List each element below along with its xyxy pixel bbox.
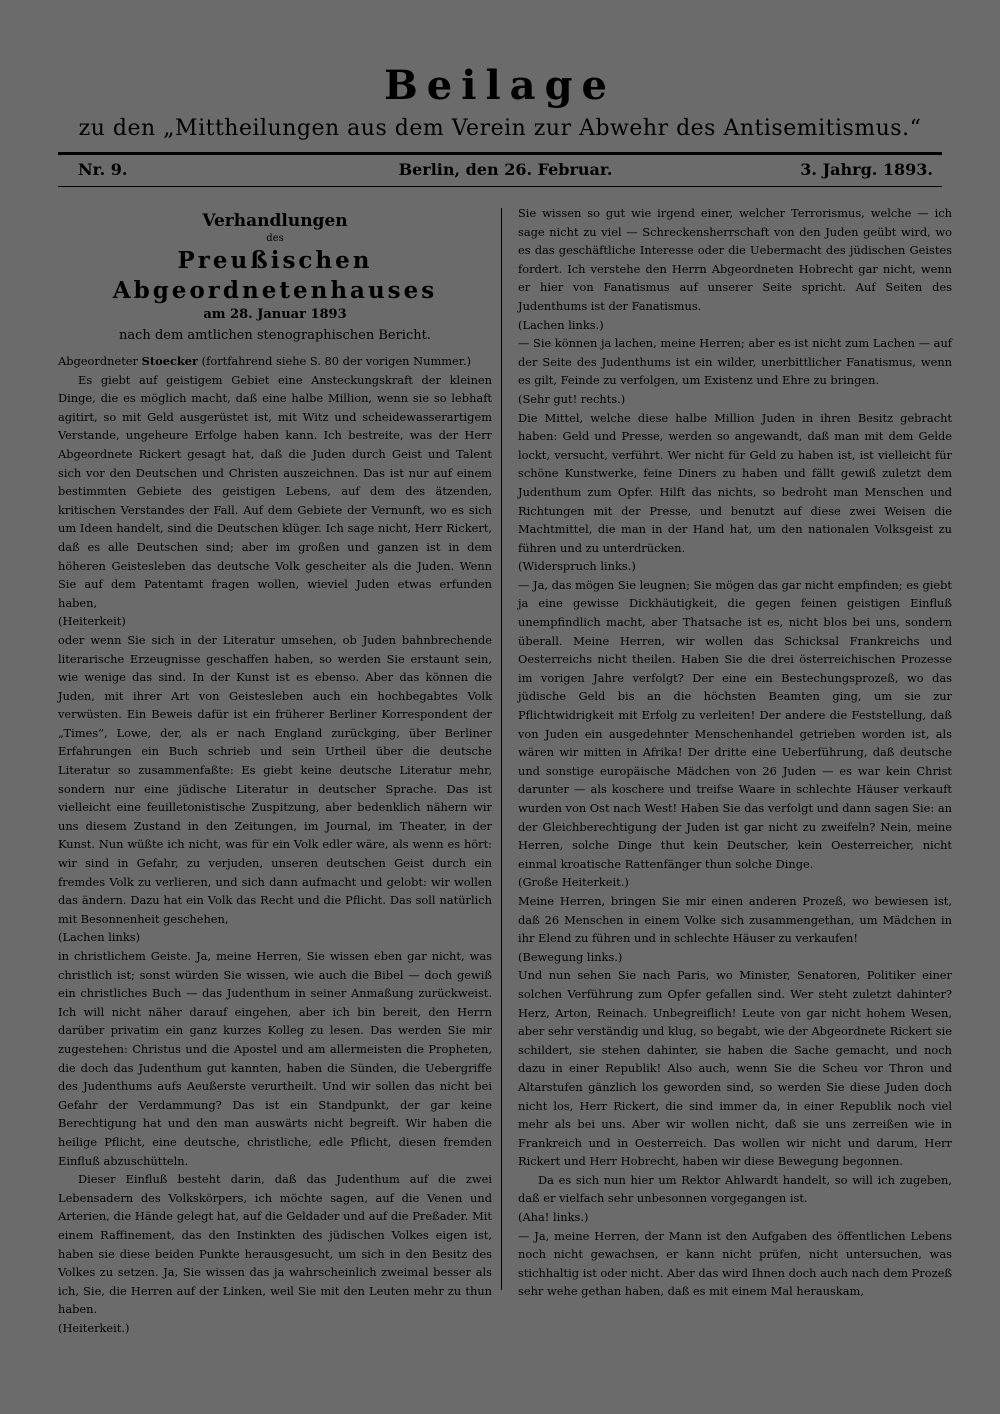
reaction-note: (Sehr gut! rechts.) <box>518 391 626 406</box>
paragraph: Und nun sehen Sie nach Paris, wo Minister, Senatoren, Politiker einer solchen Verführung zum Opfer gefallen sind. Wer steht zuletzt dahinter? Herz, Arton, Reinach. Unbegreiflich! Leute von gar nicht hohem Wesen, aber sehr verständig und klug, so begabt, wie der Abgeordnete Rickert sie schildert, sie stehen dahinter, sie haben die Sache gemacht, und noch dazu in einer Republik! Also auch, wenn Sie die Scheu vor Thron und Altarstufen gänzlich los geworden sind, so werden Sie diese Juden doch nicht los, Herr Rickert, die sind immer da, in einer Republik noch viel mehr als bei uns. Aber wir wollen nicht, daß sie uns zerreißen wie in Frankreich und in Oesterreich. Das wollen wir nicht und darum, Herr Rickert und Herr Hobrecht, haben wir diese Bewegung begonnen. <box>518 968 952 1169</box>
speaker-line <box>58 352 492 371</box>
article-source: nach dem amtlichen stenographischen Bericht. <box>119 328 431 343</box>
reaction-note: (Aha! links.) <box>518 1210 589 1225</box>
speaker-note: (fortfahrend siehe S. 80 der vorigen Nummer.) <box>201 354 472 368</box>
reaction-note: (Lachen links.) <box>518 317 604 332</box>
paragraph: in christlichem Geiste. Ja, meine Herren, Sie wissen eben gar nicht, was christlich ist; sonst würden Sie wissen, wie auch die Bibel — doch gewiß ein christliches Buch — das Judenthum in seiner Anmaßung zurückweist. Ich will nicht näher darauf eingehen, aber ich bin bereit, den Herrn darüber privatim ein ganz kurzes Kolleg zu lesen. Das werden Sie mir zugestehen: Christus und die Apostel und am allermeisten die Propheten, die doch das Judenthum gut kannten, haben die Sünden, die Uebergriffe des Judenthums aufs Aeußerste verurtheilt. Und wir sollen das nicht bei Gefahr der Verdammung? Das ist ein Standpunkt, der gar keine Berechtigung hat und den man auswärts nicht begreift. Wir haben die heilige Pflicht, eine deutsche, christliche, edle Pflicht, diesen fremden Einfluß abzuschütteln. <box>58 949 492 1168</box>
reaction-note: (Heiterkeit.) <box>58 1320 130 1335</box>
column-divider <box>501 208 502 1290</box>
article-heading: Verhandlungen <box>202 211 348 231</box>
paragraph: — Ja, meine Herren, der Mann ist den Aufgaben des öffentlichen Lebens noch nicht gewachsen, er kann nicht prüfen, nicht untersuchen, was stichhaltig ist oder nicht. Aber das wird Ihnen doch auch nach dem Prozeß sehr wehe gethan haben, daß es mit einem Mal herauskam, <box>518 1228 952 1299</box>
place-date: Berlin, den 26. Februar. <box>398 160 613 179</box>
speaker-name: Stoecker <box>141 354 199 368</box>
header-rule-top <box>58 152 942 155</box>
reaction-note: (Widerspruch links.) <box>518 559 636 574</box>
reaction-note: (Lachen links) <box>58 930 141 945</box>
reaction-note: (Heiterkeit) <box>58 614 126 629</box>
left-column <box>58 204 492 1337</box>
masthead-subtitle: zu den „Mittheilungen aus dem Verein zur Abwehr des Antisemitismus.“ <box>78 116 922 141</box>
paragraph: oder wenn Sie sich in der Literatur umsehen, ob Juden bahnbrechende literarische Erzeugnisse geschaffen haben, so werden Sie erstaunt sein, wie wenige das sind. In der Kunst ist es ebenso. Aber das können die Juden, mit ihrer Art von Geistesleben auch ein hochbegabtes Volk verwüsten. Ein Beweis dafür ist ein früherer Berliner Korrespondent der „Times“, Lowe, der, als er nach England zurückging, über Berliner Erfahrungen ein Buch schrieb und sein Urtheil über die deutsche Literatur so zusammenfaßte: Es giebt keine deutsche Literatur mehr, sondern nur eine jüdische Literatur in deutscher Sprache. Das ist vielleicht eine feuilletonistische Zuspitzung, aber bedenklich nähern wir uns diesem Zustand in den Zeitungen, im Journal, im Theater, in der Kunst. Nun wüßte ich nicht, was für ein Volk edler wäre, als wenn es hört: wir sind in Gefahr, zu verjuden, unseren deutschen Geist durch ein fremdes Volk zu verlieren, und sich dann aufmacht und gelobt: wir wollen das ändern. Dazu hat ein Volk das Recht und die Pflicht. Das soll natürlich mit Besonnenheit geschehen, <box>58 632 492 926</box>
right-column <box>518 204 952 1301</box>
paragraph: Dieser Einfluß besteht darin, daß das Judenthum auf die zwei Lebensadern des Volkskörpers, ich möchte sagen, auf die Venen und Arterien, die Hände gelegt hat, auf die Geldader und auf die Preßader. Mit einem Raffinement, das den Instinkten des jüdischen Volkes eigen ist, haben sie diese beiden Punkte herausgesucht, um sich in den Besitz des Volkes zu setzen. Ja, Sie wissen das ja wahrscheinlich zweimal besser als ich, Sie, die Herren auf der Linken, weil Sie mit den Leuten mehr zu thun haben. <box>58 1172 492 1317</box>
paragraph: — Sie können ja lachen, meine Herren; aber es ist nicht zum Lachen — auf der Seite des Judenthums ist ein wilder, unerbittlicher Fanatismus, wenn es gilt, Feinde zu verfolgen, um Existenz und Ehre zu bringen. <box>518 336 952 388</box>
article-des: des <box>266 233 284 244</box>
issue-number: Nr. 9. <box>78 160 128 179</box>
paragraph: Es giebt auf geistigem Gebiet eine Ansteckungskraft der kleinen Dinge, die es möglich macht, daß eine halbe Million, wenn sie so lebhaft agitirt, so mit Geld ausgerüstet ist, mit Witz und scheidewasserartigem Verstande, ungeheure Erfolge haben kann. Ich bestreite, was der Herr Abgeordnete Rickert gesagt hat, daß die Juden durch Geist und Talent sich vor den Deutschen und Christen auszeichnen. Das ist nur auf einem bestimmten Gebiete des geistigen Lebens, auf dem des ätzenden, kritischen Verstandes der Fall. Auf dem Gebiete der Vernunft, wo es sich um Ideen handelt, sind die Deutschen klüger. Ich sage nicht, Herr Rickert, daß es alle Deutschen sind; aber im großen und ganzen ist in dem höheren Geistesleben das deutsche Volk gescheiter als die Juden. Wenn Sie auf dem Patentamt fragen wollen, wieviel Juden etwas erfunden haben, <box>58 372 492 610</box>
reaction-note: (Bewegung links.) <box>518 949 623 964</box>
volume-year: 3. Jahrg. 1893. <box>800 160 933 179</box>
masthead-title: Beilage <box>384 62 616 109</box>
article-house: Preußischen Abgeordnetenhauses <box>112 247 438 304</box>
paragraph: Meine Herren, bringen Sie mir einen anderen Prozeß, wo bewiesen ist, daß 26 Menschen in einem Volke sich zusammengethan, um Mädchen in ihr Elend zu führen und in schlechte Häuser zu verkaufen! <box>518 893 952 946</box>
paragraph: Da es sich nun hier um Rektor Ahlwardt handelt, so will ich zugeben, daß er vielfach sehr unbesonnen vorgegangen ist. <box>518 1172 952 1206</box>
paragraph: Sie wissen so gut wie irgend einer, welcher Terrorismus, welche — ich sage nicht zu viel — Schreckensherrschaft von den Juden geübt wird, wo es das geschäftliche Interesse oder die Uebermacht des jüdischen Geistes fordert. Ich verstehe den Herrn Abgeordneten Hobrecht gar nicht, wenn er hier von Fanatismus auf unserer Seite spricht. Auf Seiten des Judenthums ist der Fanatismus. <box>518 206 952 313</box>
paragraph: — Ja, das mögen Sie leugnen; Sie mögen das gar nicht empfinden; es giebt ja eine gewisse Dickhäutigkeit, die gegen feinen geistigen Einfluß unempfindlich macht, aber Thatsache ist es, nicht blos bei uns, sondern überall. Meine Herren, wir wollen das Schicksal Frankreichs und Oesterreichs nicht theilen. Haben Sie die drei österreichischen Prozesse im vorigen Jahre verfolgt? Der eine ein Bestechungsprozeß, wo das jüdische Geld bis an die höchsten Beamten ging, um sie zur Pflichtwidrigkeit mit Erfolg zu verleiten! Der andere die Feststellung, daß von Juden ein ausgedehnter Menschenhandel getrieben worden ist, als wären wir mitten in Afrika! Der dritte eine Ueberführung, daß deutsche und sonstige europäische Mädchen von 26 Juden — es war kein Christ darunter — als koschere und treifse Waare in schlechte Häuser verkauft wurden von Ost nach West! Haben Sie das verfolgt und dann sagen Sie: an der Gleichberechtigung der Juden ist gar nicht zu zweifeln? Nein, meine Herren, solche Dinge thut kein Deutscher, kein Oesterreicher, nicht einmal kroatische Rattenfänger thun solche Dinge. <box>518 577 953 871</box>
speaker-prefix: Abgeordneter <box>58 354 138 368</box>
dateline <box>78 160 933 184</box>
paragraph: Die Mittel, welche diese halbe Million Juden in ihren Besitz gebracht haben: Geld und Presse, werden so angewandt, daß man mit dem Gelde lockt, versucht, verführt. Wer nicht für Geld zu haben ist, ist vielleicht für schöne Kunstwerke, feine Diners zu haben und fällt gewiß zuletzt dem Judenthum zum Opfer. Hilft das nichts, so bedroht man Menschen und Richtungen mit der Presse, und benutzt auf diese zwei Weisen die Machtmittel, die man in der Hand hat, um den nationalen Volksgeist zu führen und zu unterdrücken. <box>518 410 952 555</box>
article-date: am 28. Januar 1893 <box>203 307 347 322</box>
header-rule-bottom <box>58 186 942 187</box>
reaction-note: (Große Heiterkeit.) <box>518 875 629 890</box>
